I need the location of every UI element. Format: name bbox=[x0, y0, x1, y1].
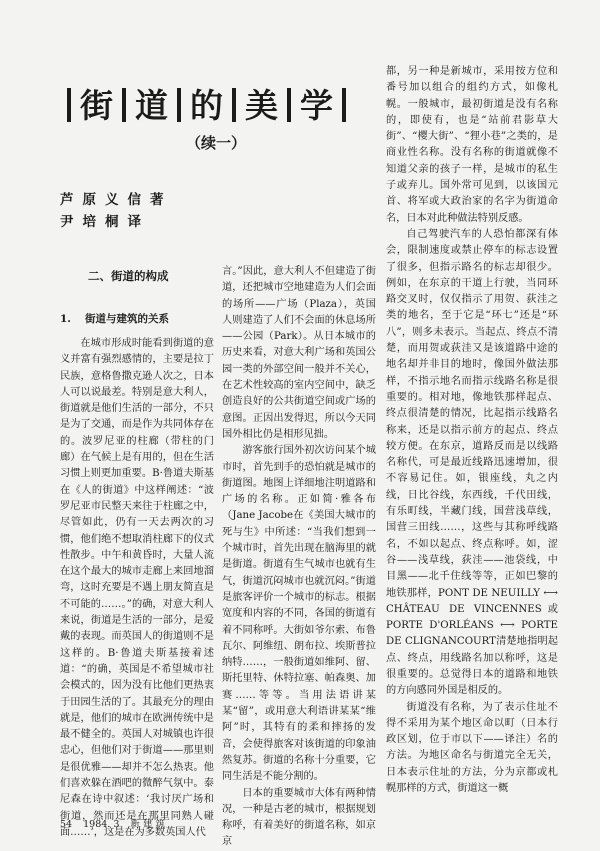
title-char: 学 bbox=[300, 85, 333, 125]
title-divider bbox=[122, 88, 126, 122]
sub-heading-number: 1. bbox=[60, 313, 71, 325]
title-char: 道 bbox=[135, 85, 168, 125]
paragraph: 街道没有名称，为了表示住址不得不采用为某个地区命以町（日本行政区划，位于市以下——译注）名的方法。为地区命名与街道完全无关，日本表示住址的方法，分为京都或札幌那样的方式，街道这一概 bbox=[386, 701, 558, 795]
paragraph: 言。”因此，意大利人不但建造了街道，还把城市空地建造为人们会面的场所——广场（Plaza），英国人则建造了人们不会面的休息场所——公园（Park）。从日本城市的历史来看，对意大利广场和英国公园一类的外部空间一般并不关心，在艺术性较高的室内空间中，缺乏创造良好的公共街道空间或广场的意图。正因出发得迟，所以今天同国外相比仍是相形见拙。 bbox=[222, 266, 376, 440]
translator-line: 尹培桐译 bbox=[60, 214, 150, 230]
article-subtitle: （续一） bbox=[186, 134, 247, 152]
journal-name: 新 建 筑 bbox=[130, 819, 165, 830]
title-divider bbox=[67, 88, 71, 122]
article-title bbox=[58, 80, 378, 130]
paragraph: 都，另一种是新城市，采用按方位和番号加以组合的组约方式，如像札幌。一般城市，最初街道是没有名称的，即使有，也是“站前君影草大街”、“樱大街”、“狸小巷”之类的，是商业性名称。没有名称的街道就像不知道父亲的孩子一样，是城市的私生子或弃儿。国外常可见到，以该国元首、将军或大政治家的名字为街道命名，日本对此种做法特别反感。 bbox=[386, 66, 558, 224]
issue-date: 1984. 3 bbox=[83, 819, 120, 830]
title-divider bbox=[177, 88, 181, 122]
author-line: 芦原义信著 bbox=[60, 192, 173, 208]
paragraph: 日本的重要城市大体有两种情况，一种是古老的城市，根据规划称呼，有着美好的街道名称，如京京 bbox=[222, 787, 376, 848]
title-divider bbox=[232, 88, 236, 122]
title-char: 的 bbox=[190, 85, 223, 125]
section-heading: 二、街道的构成 bbox=[88, 269, 169, 283]
title-divider bbox=[342, 88, 346, 122]
paragraph: 游客旅行国外初次访问某个城市时，首先到手的恐怕就是城市的街道图。地图上详细地注明道路和广场的名称。正如简·雅各布（Jane Jacobe在《美国大城市的死与生》中所述：“当我们想到一个城市时，首先出现在脑海里的就是街道。街道有生气城市也就有生气，街道沉闷城市也就沉闷。”街道是旅客评价一个城市的标志。根据宽度和内容的不同，各国的街道有着不同称呼。大街如爷尔索、布鲁瓦尔、阿维纽、朗布拉、埃斯普拉纳特……，一般街道如维阿、留、斯托里特、休特拉塞、帕森奥、加赛……等等。当用法语讲某某“留”，或用意大利语讲某某“维阿”时，其特有的柔和摔扬的发音，会使得旅客对该街道的印象油然复苏。街道的名称十分重要，它同生活是不能分割的。 bbox=[222, 445, 376, 783]
sub-heading bbox=[60, 311, 169, 326]
title-char: 街 bbox=[80, 85, 113, 125]
title-char: 美 bbox=[245, 85, 278, 125]
sub-heading-text: 街道与建筑的关系 bbox=[84, 313, 169, 325]
paragraph: 在城市形成时能看到街道的意义并富有强烈感情的，主要是拉丁民族，意格鲁撒克逊人次之，日本人可以说最差。特别是意大利人，街道就是他们生活的一部分，不只是为了交通，而是作为共同体存在的。波罗尼亚的柱廊（带柱的门廊）在气候上是有用的，但在生活习惯上则更加重要。B·鲁道夫斯基在《人的街道》中这样阐述：“波罗尼亚市民整天来往于柱廊之中，尽管如此，仍有一天去两次的习惯，他们绝不想取消柱廊下的仪式性散步。中午和黄昏时，大量人流在这个最大的城市走廊上来回地溜弯，这时充要是不遇上朋友简直是不可能的……。”的确，对意大利人来说，街道是生活的一部分，是爱戴的表现。而英国人的街道则不是这样的。B·鲁道夫斯基接着述道：“的确，英国是不希望城市社会模式的，因为没有比他们更热衷于田园生活的了。其最充分的理由就是，他们的城市在欧洲传统中是最不健全的。英国人对城镇也许很忠心，但他们对于街道——那里则是很优雅——却并不怎么热衷。他们喜欢躲在酒吧的微醉气氛中。泰尼森在诗中叙述：‘我讨厌广场和街道，然而还是在那里同熟人碰面……’，这是在为多数英国人代 bbox=[60, 338, 214, 838]
paragraph: 自己驾驶汽车的人恐怕都深有体会，限制速度或禁止停车的标志设置了很多，但指示路名的标志却很少。例如，在东京的干道上行驶，当同环路交叉时，仅仅指示了用贺、荻洼之类的地名，至于它是“环七”还是“环八”，则多未表示。当起点、终点不清楚，而用贺或荻洼又是该道路中途的地名却并非目的地时，像国外做法那样，不指示地名而指示线路名称是很重要的。相对地，像地铁那样起点、终点很清楚的情况，比起指示线路名称来，还是以指示前方的起点、终点较方便。在东京，道路反而是以线路名称代，可是最近线路迅速增加，很不容易记住。如，银座线，丸之内线，日比谷线，东西线，千代田线，有乐町线，半藏门线，国营浅草线，国营三田线……，这些与其称呼线路名，不如以起点、终点称呼。如，涩谷——浅草线，荻洼——池袋线，中目黑——北千住线等等，正如巴黎的地铁那样，PONT DE NEUILLY ⟷ CHÂTEAU DE VINCENNES或PORTE D'ORLÉANS ⟷ PORTE DE CLIGNANCOURT清楚地指明起点、终点，用线路名加以称呼，这是很重要的。总觉得日本的道路和地铁的方向感同外国是相反的。 bbox=[386, 228, 558, 697]
title-divider bbox=[287, 88, 291, 122]
text-column-3 bbox=[386, 64, 558, 797]
text-column-2 bbox=[222, 264, 376, 851]
text-column-1 bbox=[60, 336, 214, 841]
page-number: 54 bbox=[60, 819, 73, 830]
page-footer bbox=[60, 816, 173, 830]
